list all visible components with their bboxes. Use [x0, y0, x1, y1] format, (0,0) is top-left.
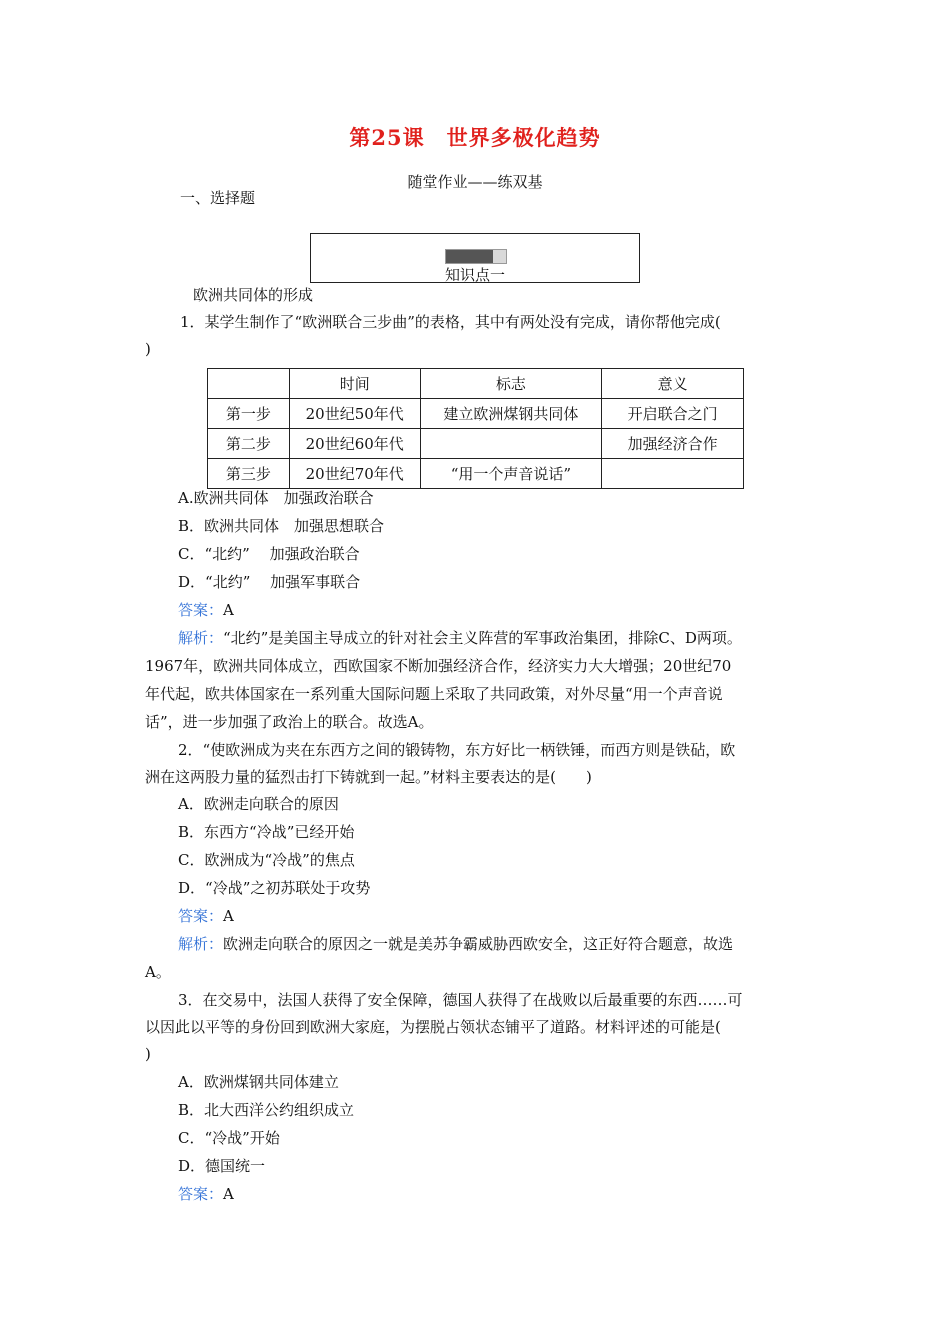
table-row: [208, 429, 744, 459]
table-header-cell: 意义: [602, 369, 744, 399]
analysis-label: 解析：: [178, 935, 224, 953]
q1-analysis-line: 话”，进一步加强了政治上的联合。故选A。: [145, 713, 434, 731]
table-cell: 建立欧洲煤钢共同体: [420, 399, 602, 429]
q1-analysis: [178, 628, 742, 648]
q1-stem-end: ): [145, 340, 151, 358]
table-cell: 20世纪50年代: [289, 399, 420, 429]
table-header-cell: 时间: [289, 369, 420, 399]
answer-value: A: [223, 601, 234, 619]
table-row: [208, 459, 744, 489]
table-header-cell: 标志: [420, 369, 602, 399]
q3-option-c: C．“冷战”开始: [178, 1129, 280, 1147]
table-cell: 开启联合之门: [602, 399, 744, 429]
table-cell: 第一步: [208, 399, 290, 429]
union-steps-table: [207, 368, 744, 489]
q3-option-b: B．北大西洋公约组织成立: [178, 1101, 355, 1119]
section-heading: 一、选择题: [180, 189, 256, 207]
q3-stem-line: 以因此以平等的身份回到欧洲大家庭，为摆脱占领状态铺平了道路。材料评述的可能是(: [145, 1018, 721, 1036]
q1-stem: 1．某学生制作了“欧洲联合三步曲”的表格，其中有两处没有完成，请你帮他完成(: [180, 313, 721, 331]
answer-label: 答案：: [178, 601, 224, 619]
analysis-text: “北约”是美国主导成立的针对社会主义阵营的军事政治集团，排除C、D两项。: [223, 629, 742, 647]
q2-stem-line: 洲在这两股力量的猛烈击打下铸就到一起。”材料主要表达的是( ): [145, 768, 592, 786]
q2-option-b: B．东西方“冷战”已经开始: [178, 823, 355, 841]
answer-label: 答案：: [178, 907, 224, 925]
table-cell: 第三步: [208, 459, 290, 489]
table-cell: 第二步: [208, 429, 290, 459]
table-header-cell: [208, 369, 290, 399]
q2-stem: 2．“使欧洲成为夹在东西方之间的锻铸物，东方好比一柄铁锤，而西方则是铁砧，欧: [178, 741, 736, 759]
table-cell-blank: [420, 429, 602, 459]
answer-value: A: [223, 1185, 234, 1203]
q3-answer: [178, 1184, 234, 1204]
subtitle: 随堂作业——练双基: [407, 173, 543, 191]
knowledge-topic: 欧洲共同体的形成: [193, 286, 314, 304]
q3-option-a: A．欧洲煤钢共同体建立: [178, 1073, 339, 1091]
knowledge-point-label: 知识点一: [444, 266, 505, 284]
q3-stem-line: ): [145, 1045, 151, 1063]
analysis-text: 欧洲走向联合的原因之一就是美苏争霸威胁西欧安全，这正好符合题意，故选: [223, 935, 734, 953]
lesson-number: 第25课: [349, 125, 425, 150]
table-cell: 20世纪60年代: [289, 429, 420, 459]
q1-option-c: C．“北约” 加强政治联合: [178, 545, 360, 563]
q3-option-d: D．德国统一: [178, 1157, 266, 1175]
page-title: [0, 122, 950, 152]
q2-option-c: C．欧洲成为“冷战”的焦点: [178, 851, 355, 869]
q2-answer: [178, 906, 234, 926]
table-header-row: [208, 369, 744, 399]
lesson-name: 世界多极化趋势: [446, 125, 601, 150]
progress-bar-icon: [445, 249, 507, 264]
answer-value: A: [223, 907, 234, 925]
q3-stem: 3．在交易中，法国人获得了安全保障，德国人获得了在战败以后最重要的东西……可: [178, 991, 743, 1009]
q2-analysis-line: A。: [145, 963, 171, 981]
analysis-label: 解析：: [178, 629, 224, 647]
q1-option-b: B．欧洲共同体 加强思想联合: [178, 517, 385, 535]
q1-answer: [178, 600, 234, 620]
knowledge-point-box: [310, 233, 640, 283]
q1-analysis-line: 1967年，欧洲共同体成立，西欧国家不断加强经济合作，经济实力大大增强；20世纪70: [145, 657, 732, 675]
q1-option-a: A.欧洲共同体 加强政治联合: [178, 489, 374, 507]
table-cell: 20世纪70年代: [289, 459, 420, 489]
answer-label: 答案：: [178, 1185, 224, 1203]
q2-option-a: A．欧洲走向联合的原因: [178, 795, 339, 813]
q2-analysis: [178, 934, 733, 954]
q1-analysis-line: 年代起，欧共体国家在一系列重大国际问题上采取了共同政策，对外尽量“用一个声音说: [145, 685, 723, 703]
table-cell: 加强经济合作: [602, 429, 744, 459]
table-cell: “用一个声音说话”: [420, 459, 602, 489]
table-cell-blank: [602, 459, 744, 489]
q1-option-d: D．“北约” 加强军事联合: [178, 573, 361, 591]
q2-option-d: D．“冷战”之初苏联处于攻势: [178, 879, 371, 897]
table-row: [208, 399, 744, 429]
